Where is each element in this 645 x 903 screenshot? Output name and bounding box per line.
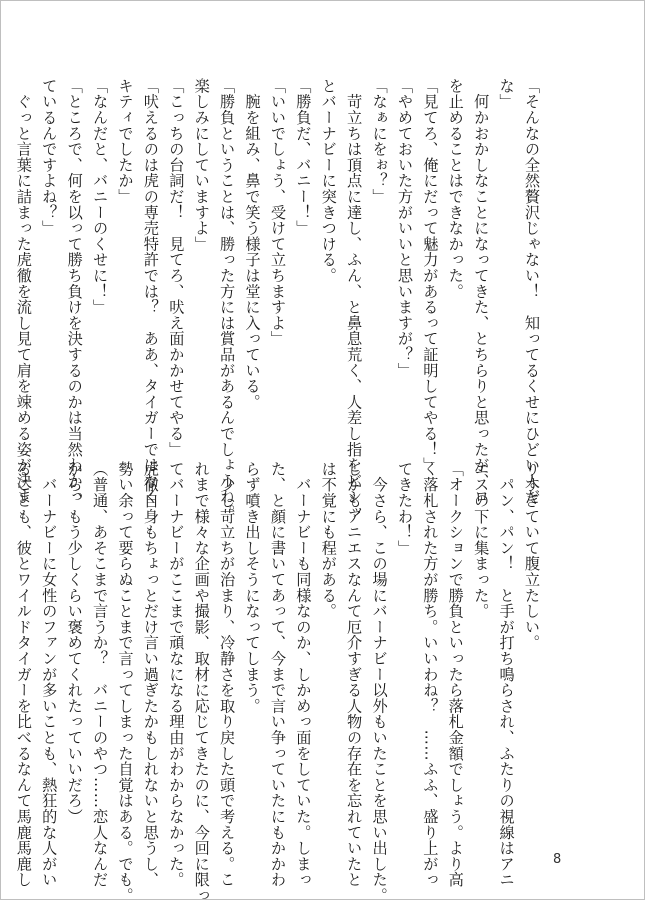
text-line: れまで様々な企画や撮影、取材に応じてきたのに、今回に限っ [192,461,211,903]
text-line: しかもアニエスなんて厄介すぎる人物の存在を忘れていたと [345,461,364,888]
text-line: 「吠えるのは虎の専売特許では？ ああ、タイガーではなく [141,78,160,505]
text-line: エスの下に集まった。 [472,461,491,619]
text-line: 「そんなの全然贅沢じゃない！ 知ってるくせにひどい人だ [523,78,541,505]
text-line: を止めることはできなかった。 [446,78,465,300]
text-line: ることも、彼とワイルドタイガーを比べるなんて馬鹿馬鹿し [14,461,33,888]
text-line: バーナビーも同様なのか、しかめっ面をしていた。しまっ [294,461,313,888]
text-line: バーナビーに女性のファンが多いことも、熱狂的な人がい [40,461,59,888]
text-line: く落札された方が勝ち。いいわね？ ……ふふ、盛り上がっ [421,461,440,888]
text-line: 「やめておいた方がいいと思いますが？」 [395,78,414,379]
text-line: （普通、あそこまで言うか？ バニーのやつ……恋人なんだ [91,461,110,888]
text-line: 「勝負ということは、勝った方には賞品があるんでしょうね。 [218,78,237,521]
text-line: 「オークションで勝負といったら落札金額でしょう。より高 [446,461,465,888]
text-line: から、もう少しくらい褒めてくれたっていいだろ） [65,461,84,825]
lower-text-block [14,461,544,903]
text-line: ぐっと言葉に詰まった虎徹を流し見て肩を竦める姿が決ま [14,78,33,505]
text-line: た、と顔に書いてあって、今まで言い争っていたにもかかわ [268,461,287,888]
text-line: 何かおかしなことになってきた、とちらりと思ったが、ロ [472,78,491,505]
text-line: ているんですよね？」 [40,78,59,236]
text-line: 「いいでしょう、受けて立ちますよ」 [268,78,287,347]
text-line: 勢い余って要らぬことまで言ってしまった自覚はある。でも。 [116,461,135,903]
text-line: 「こっちの台詞だ！ 見てろ、吠え面かかせてやる」 [167,78,186,458]
text-line: 「見てろ、俺にだって魅力があるって証明してやる！」 [421,78,440,473]
text-line: 「ところで、何を以って勝ち負けを決するのかは当然わかっ [65,78,84,505]
page-number: 8 [553,852,562,867]
text-line: な」 [497,78,516,110]
text-line: は不覚にも程がある。 [319,461,338,619]
text-line: てきたわ！」 [395,461,414,556]
text-line: らず噴き出しそうになってしまう。 [243,461,262,714]
text-line: とバーナビーに突きつける。 [319,78,338,284]
text-line: 腕を組み、鼻で笑う様子は堂に入っている。 [243,78,262,410]
text-line: 楽しみにしていますよ」 [192,78,211,252]
text-line: りすぎていて腹立たしい。 [523,461,541,651]
text-line: 今さら、この場にバーナビー以外もいたことを思い出した。 [370,461,389,903]
text-line: 「勝負だ、バニー！」 [294,78,313,236]
text-line: キティでしたか」 [116,78,135,205]
text-line: パン、パン！ と手が打ち鳴らされ、ふたりの視線はアニ [497,461,516,888]
text-line: 「なんだと、バニーのくせに！」 [91,78,110,315]
text-line: 苛立ちは頂点に達し、ふん、と鼻息荒く、人差し指をビシッ [345,78,364,521]
text-line: てバーナビーがここまで頑なになる理由がわからなかった。 [167,461,186,888]
text-line: 「なぁにをぉ？」 [370,78,389,205]
text-line: 少し苛立ちが治まり、冷静さを取り戻した頭で考える。こ [218,461,237,888]
text-line: 虎徹自身もちょっとだけ言い過ぎたかもしれないと思うし、 [141,461,160,888]
